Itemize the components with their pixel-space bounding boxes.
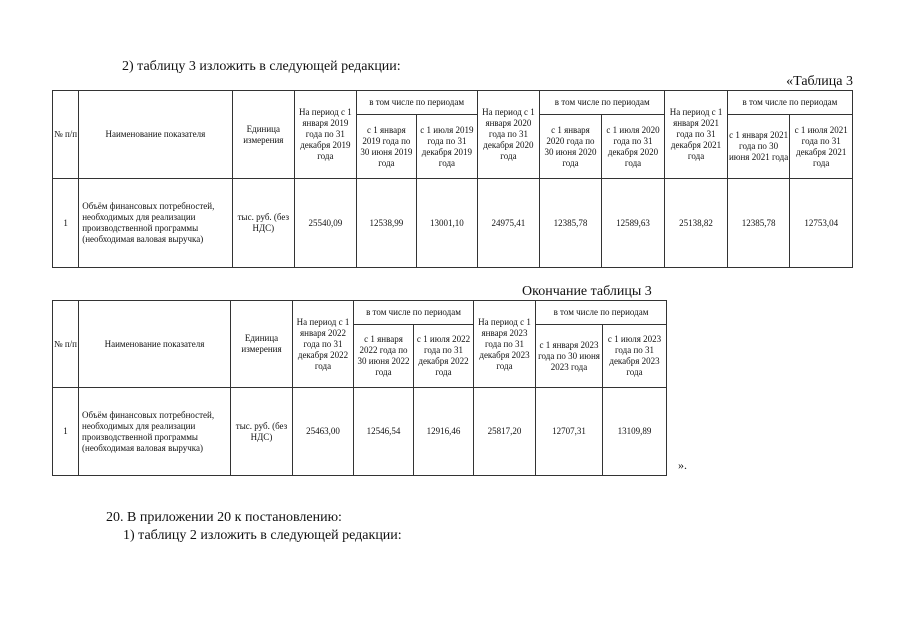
row-number: 1	[53, 388, 79, 476]
row-number: 1	[53, 179, 79, 268]
value-cell: 12707,31	[536, 388, 603, 476]
header-h1-2022: с 1 января 2022 года по 30 июня 2022 года	[354, 325, 414, 388]
value-cell: 12753,04	[790, 179, 853, 268]
table-3-part-1	[52, 90, 853, 268]
value-cell: 25138,82	[665, 179, 728, 268]
header-period-2021: На период с 1 января 2021 года по 31 декабря 2021 года	[665, 91, 728, 179]
value-cell: 12538,99	[356, 179, 417, 268]
value-cell: 12916,46	[414, 388, 474, 476]
value-cell: 12385,78	[540, 179, 602, 268]
header-h1-2023: с 1 января 2023 года по 30 июня 2023 года	[536, 325, 603, 388]
value-cell: 25540,09	[295, 179, 357, 268]
row-name: Объём финансовых потребностей, необходимых для реализации производственной программы (необходимая валовая выручка)	[79, 388, 231, 476]
row-unit: тыс. руб. (без НДС)	[232, 179, 295, 268]
header-h2-2023: с 1 июля 2023 года по 31 декабря 2023 года	[603, 325, 667, 388]
value-cell: 13001,10	[417, 179, 478, 268]
header-incl-2022: в том числе по периодам	[354, 301, 474, 325]
header-period-2022: На период с 1 января 2022 года по 31 декабря 2022 года	[293, 301, 354, 388]
row-name: Объём финансовых потребностей, необходимых для реализации производственной программы (необходимая валовая выручка)	[79, 179, 232, 268]
value-cell: 12385,78	[727, 179, 790, 268]
header-h1-2019: с 1 января 2019 года по 30 июня 2019 года	[356, 115, 417, 179]
header-period-2019: На период с 1 января 2019 года по 31 декабря 2019 года	[295, 91, 357, 179]
value-cell: 13109,89	[603, 388, 667, 476]
value-cell: 12546,54	[354, 388, 414, 476]
header-no: № п/п	[53, 91, 79, 179]
header-h1-2021: с 1 января 2021 года по 30 июня 2021 года	[727, 115, 790, 179]
header-unit: Единица измерения	[231, 301, 293, 388]
paragraph-20-item-1: 1) таблицу 2 изложить в следующей редакции:	[123, 528, 402, 543]
header-name: Наименование показателя	[79, 91, 232, 179]
header-period-2023: На период с 1 января 2023 года по 31 декабря 2023 года	[474, 301, 536, 388]
header-incl-2023: в том числе по периодам	[536, 301, 667, 325]
header-no: № п/п	[53, 301, 79, 388]
header-h2-2022: с 1 июля 2022 года по 31 декабря 2022 года	[414, 325, 474, 388]
header-unit: Единица измерения	[232, 91, 295, 179]
value-cell: 25463,00	[293, 388, 354, 476]
header-h1-2020: с 1 января 2020 года по 30 июня 2020 года	[540, 115, 602, 179]
table-continuation-label: Окончание таблицы 3	[522, 284, 652, 299]
value-cell: 25817,20	[474, 388, 536, 476]
row-unit: тыс. руб. (без НДС)	[231, 388, 293, 476]
table-3-part-2	[52, 300, 667, 476]
header-name: Наименование показателя	[79, 301, 231, 388]
table-label: «Таблица 3	[786, 74, 853, 89]
header-period-2020: На период с 1 января 2020 года по 31 декабря 2020 года	[477, 91, 540, 179]
header-h2-2019: с 1 июля 2019 года по 31 декабря 2019 года	[417, 115, 478, 179]
header-incl-2019: в том числе по периодам	[356, 91, 477, 115]
instruction-line: 2) таблицу 3 изложить в следующей редакции:	[122, 59, 401, 74]
header-h2-2021: с 1 июля 2021 года по 31 декабря 2021 года	[790, 115, 853, 179]
header-h2-2020: с 1 июля 2020 года по 31 декабря 2020 года	[601, 115, 665, 179]
header-incl-2021: в том числе по периодам	[727, 91, 852, 115]
value-cell: 12589,63	[601, 179, 665, 268]
paragraph-20: 20. В приложении 20 к постановлению:	[106, 510, 342, 525]
header-incl-2020: в том числе по периодам	[540, 91, 665, 115]
value-cell: 24975,41	[477, 179, 540, 268]
closing-quote: ».	[678, 458, 687, 472]
